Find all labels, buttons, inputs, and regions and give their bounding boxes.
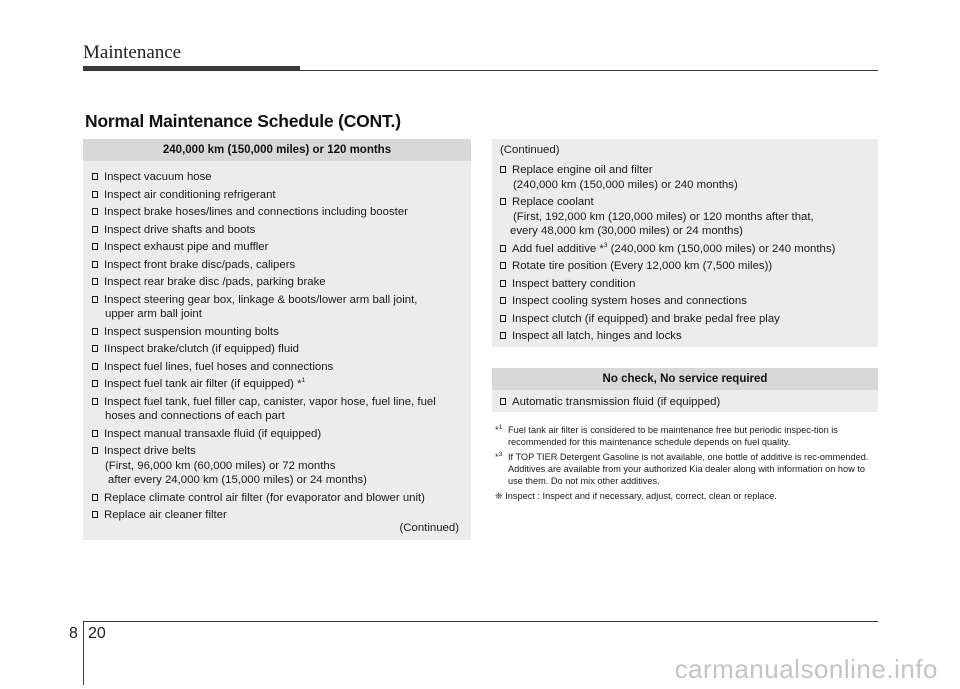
- list-item: Inspect cooling system hoses and connections: [500, 294, 870, 309]
- list-item: Replace coolant (First, 192,000 km (120,000 miles) or 120 months after that, every 48,000 km (30,000 miles) or 24 months): [500, 195, 870, 239]
- list-item: Replace air cleaner filter: [92, 508, 463, 523]
- footnotes: [495, 424, 880, 502]
- schedule-box-240000: [83, 139, 471, 540]
- checkbox-icon: [92, 191, 98, 198]
- list-item: Inspect front brake disc/pads, calipers: [92, 258, 463, 273]
- checkbox-icon: [500, 297, 506, 304]
- no-check-list: [492, 390, 878, 410]
- schedule-box-continued: [492, 139, 878, 347]
- list-item: Replace climate control air filter (for evaporator and blower unit): [92, 491, 463, 506]
- list-item: Inspect drive shafts and boots: [92, 223, 463, 238]
- footer-rule: [83, 621, 878, 622]
- list-item: Inspect drive belts (First, 96,000 km (60,000 miles) or 72 months after every 24,000 km (15,000 miles) or 24 months): [92, 444, 463, 488]
- checkbox-icon: [92, 447, 98, 454]
- checkbox-icon: [92, 398, 98, 405]
- list-item: Inspect vacuum hose: [92, 170, 463, 185]
- checkbox-icon: [500, 262, 506, 269]
- no-check-title: No check, No service required: [492, 368, 878, 390]
- checkbox-icon: [500, 315, 506, 322]
- checkbox-icon: [92, 494, 98, 501]
- list-item: Inspect air conditioning refrigerant: [92, 188, 463, 203]
- header-rule-thin: [300, 70, 878, 71]
- list-item: Inspect fuel lines, fuel hoses and connections: [92, 360, 463, 375]
- checkbox-icon: [500, 398, 506, 405]
- list-item: Automatic transmission fluid (if equipped): [500, 395, 870, 410]
- list-item: Replace engine oil and filter (240,000 km (150,000 miles) or 240 months): [500, 163, 870, 192]
- footer-divider: [83, 621, 84, 685]
- checkbox-icon: [92, 328, 98, 335]
- schedule-list: [83, 161, 471, 523]
- checkbox-icon: [92, 208, 98, 215]
- footnote-marker: *$^1$: [495, 423, 503, 435]
- checkbox-icon: [92, 363, 98, 370]
- checkbox-icon: [92, 345, 98, 352]
- list-item: Inspect all latch, hinges and locks: [500, 329, 870, 344]
- checkbox-icon: [92, 430, 98, 437]
- footnote-1: *$^1$ Fuel tank air filter is considered to be maintenance free but periodic inspec-tion is recommended for this maintenance schedule depends on fuel quality.: [495, 423, 838, 447]
- watermark: carmanualsonline.info: [674, 654, 938, 684]
- checkbox-icon: [92, 226, 98, 233]
- list-item: Inspect battery condition: [500, 277, 870, 292]
- checkbox-icon: [92, 511, 98, 518]
- footnote-3: *$^3$ If TOP TIER Detergent Gasoline is not available, one bottle of additive is rec-ommended. Additives are available from your authorized Kia dealer along with information on how to use them. Do not mix other additives.: [495, 450, 869, 486]
- schedule-box-title: 240,000 km (150,000 miles) or 120 months: [83, 139, 471, 161]
- list-item: Inspect exhaust pipe and muffler: [92, 240, 463, 255]
- checkbox-icon: [500, 245, 506, 252]
- continued-label: (Continued): [500, 144, 560, 156]
- list-item: Inspect suspension mounting bolts: [92, 325, 463, 340]
- checkbox-icon: [500, 166, 506, 173]
- checkbox-icon: [500, 198, 506, 205]
- list-item: Inspect rear brake disc /pads, parking brake: [92, 275, 463, 290]
- checkbox-icon: [92, 261, 98, 268]
- footnote-marker: *$^3$: [495, 450, 503, 462]
- schedule-list: [500, 163, 870, 344]
- checkbox-icon: [92, 173, 98, 180]
- list-item: Inspect clutch (if equipped) and brake pedal free play: [500, 312, 870, 327]
- checkbox-icon: [92, 296, 98, 303]
- header-rule-thick: [83, 66, 300, 71]
- list-item: Inspect fuel tank, fuel filler cap, canister, vapor hose, fuel line, fuel hoses and connections of each part: [92, 395, 463, 424]
- no-check-box: [492, 368, 878, 412]
- list-item: Inspect manual transaxle fluid (if equipped): [92, 427, 463, 442]
- checkbox-icon: [92, 243, 98, 250]
- page-number: 20: [88, 625, 106, 642]
- list-item: Add fuel additive *$^3$ (240,000 km (150,000 miles) or 240 months): [500, 242, 870, 257]
- checkbox-icon: [92, 380, 98, 387]
- checkbox-icon: [92, 278, 98, 285]
- inspect-note: ❈ Inspect : Inspect and if necessary, adjust, correct, clean or replace.: [495, 491, 777, 501]
- list-item: IInspect brake/clutch (if equipped) fluid: [92, 342, 463, 357]
- checkbox-icon: [500, 280, 506, 287]
- page-heading: Normal Maintenance Schedule (CONT.): [85, 111, 401, 131]
- section-title: Maintenance: [83, 42, 182, 63]
- chapter-number: 8: [69, 625, 78, 642]
- list-item: Rotate tire position (Every 12,000 km (7,500 miles)): [500, 259, 870, 274]
- checkbox-icon: [500, 332, 506, 339]
- continued-label: (Continued): [399, 522, 459, 534]
- list-item: Inspect fuel tank air filter (if equipped) *$^1$: [92, 377, 463, 392]
- list-item: Inspect steering gear box, linkage & boots/lower arm ball joint, upper arm ball joint: [92, 293, 463, 322]
- list-item: Inspect brake hoses/lines and connections including booster: [92, 205, 463, 220]
